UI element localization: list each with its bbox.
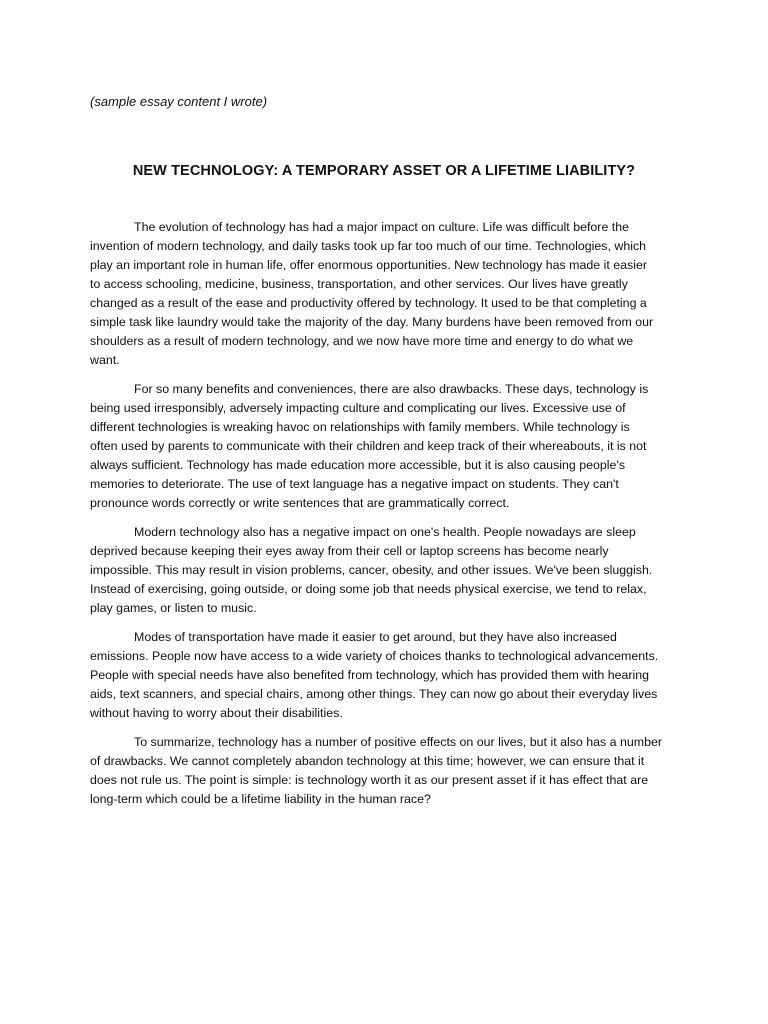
paragraph-line: different technologies is wreaking havoc on relationships with family members. While technology is <box>90 420 630 434</box>
paragraph-line: deprived because keeping their eyes away from their cell or laptop screens has become nearly <box>90 544 609 558</box>
paragraph-line: always sufficient. Technology has made education more accessible, but it is also causing people's <box>90 458 626 472</box>
paragraph-line: For so many benefits and conveniences, there are also drawbacks. These days, technology is <box>134 382 649 396</box>
paragraph-line: Instead of exercising, going outside, or doing some job that needs physical exercise, we tend to relax, <box>90 582 647 596</box>
essay-body <box>90 218 680 819</box>
paragraph-line: changed as a result of the ease and productivity offered by technology. It used to be that completing a <box>90 296 647 310</box>
paragraph-line: does not rule us. The point is simple: is technology worth it as our present asset if it has effect that are <box>90 773 649 787</box>
author-note: (sample essay content I wrote) <box>90 94 268 109</box>
paragraph-line: to access schooling, medicine, business, transportation, and other services. Our lives have greatly <box>90 277 628 291</box>
paragraph-line: being used irresponsibly, adversely impacting culture and complicating our lives. Excessive use of <box>90 401 626 415</box>
paragraph-line: The evolution of technology has had a major impact on culture. Life was difficult before the <box>134 220 629 234</box>
paragraph-line: Modes of transportation have made it easier to get around, but they have also increased <box>134 630 617 644</box>
paragraph-line: want. <box>90 353 120 367</box>
paragraph-line: often used by parents to communicate with their children and keep track of their whereabouts, it is not <box>90 439 647 453</box>
paragraph-line: play an important role in human life, offer enormous opportunities. New technology has made it easier <box>90 258 647 272</box>
paragraph-line: emissions. People now have access to a wide variety of choices thanks to technological advancements. <box>90 649 659 663</box>
paragraph-line: To summarize, technology has a number of positive effects on our lives, but it also has a number <box>134 735 663 749</box>
paragraph-line: long-term which could be a lifetime liability in the human race? <box>90 792 431 806</box>
paragraph-line: People with special needs have also benefited from technology, which has provided them with hearing <box>90 668 650 682</box>
essay-paragraph <box>90 380 680 513</box>
essay-paragraph <box>90 523 680 618</box>
paragraph-line: play games, or listen to music. <box>90 601 257 615</box>
essay-paragraph <box>90 733 680 809</box>
essay-title: NEW TECHNOLOGY: A TEMPORARY ASSET OR A LIFETIME LIABILITY? <box>132 163 636 179</box>
paragraph-line: shoulders as a result of modern technology, and we now have more time and energy to do what we <box>90 334 634 348</box>
paragraph-line: simple task like laundry would take the majority of the day. Many burdens have been removed from our <box>90 315 654 329</box>
paragraph-line: invention of modern technology, and daily tasks took up far too much of our time. Technologies, which <box>90 239 647 253</box>
paragraph-line: without having to worry about their disabilities. <box>90 706 343 720</box>
essay-paragraph <box>90 628 680 723</box>
paragraph-line: of drawbacks. We cannot completely abandon technology at this time; however, we can ensure that it <box>90 754 645 768</box>
paragraph-line: impossible. This may result in vision problems, cancer, obesity, and other issues. We've been sluggish. <box>90 563 653 577</box>
paragraph-line: memories to deteriorate. The use of text language has a negative impact on students. They can't <box>90 477 619 491</box>
paragraph-line: pronounce words correctly or write sentences that are grammatically correct. <box>90 496 510 510</box>
paragraph-line: aids, text scanners, and special chairs, among other things. They can now go about their everyday lives <box>90 687 658 701</box>
paragraph-line: Modern technology also has a negative impact on one's health. People nowadays are sleep <box>134 525 636 539</box>
essay-paragraph <box>90 218 680 370</box>
